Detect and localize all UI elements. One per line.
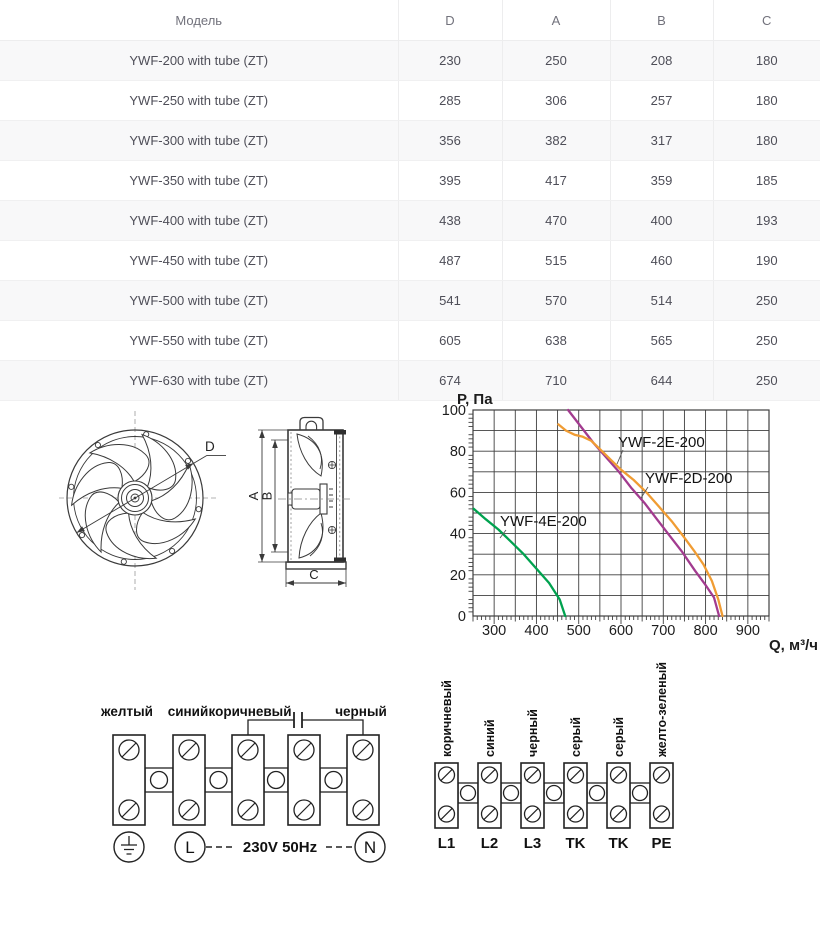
- bolt-hole: [79, 533, 84, 538]
- value-cell: 438: [398, 201, 502, 241]
- terminal-strip: [113, 735, 379, 825]
- curve-label-leader: [617, 450, 623, 464]
- value-cell: 193: [713, 201, 820, 241]
- x-tick-labels: [482, 623, 760, 639]
- model-cell: YWF-250 with tube (ZT): [0, 81, 398, 121]
- value-cell: 710: [502, 361, 610, 401]
- y-tick-label: 0: [457, 609, 466, 625]
- x-tick-label: 900: [735, 623, 760, 639]
- model-cell: YWF-500 with tube (ZT): [0, 281, 398, 321]
- link-hole: [325, 772, 342, 789]
- wire-color-label: синий: [167, 704, 209, 719]
- column-header-c: C: [713, 0, 820, 41]
- value-cell: 570: [502, 281, 610, 321]
- model-cell: YWF-300 with tube (ZT): [0, 121, 398, 161]
- value-cell: 395: [398, 161, 502, 201]
- y-tick-label: 40: [449, 526, 466, 543]
- wire-color-label: желто-зеленый: [655, 662, 669, 757]
- table-row: [0, 281, 820, 321]
- model-cell: YWF-550 with tube (ZT): [0, 321, 398, 361]
- bolt-hole: [170, 548, 175, 553]
- flange-tab-top: [334, 430, 346, 435]
- value-cell: 250: [713, 281, 820, 321]
- bolt-hole: [196, 507, 201, 512]
- wire-color-label: серый: [569, 717, 583, 757]
- wire-color-label: синий: [483, 719, 497, 757]
- table-row: [0, 161, 820, 201]
- link-hole: [151, 772, 168, 789]
- value-cell: 460: [610, 241, 713, 281]
- x-tick-label: 700: [651, 623, 676, 639]
- bolt-hole: [121, 559, 126, 564]
- terminal-name-label: TK: [608, 835, 629, 852]
- link-hole: [590, 786, 605, 801]
- value-cell: 190: [713, 241, 820, 281]
- column-header-a: A: [502, 0, 610, 41]
- value-cell: 515: [502, 241, 610, 281]
- dim-c-label: C: [309, 567, 319, 582]
- value-cell: 644: [610, 361, 713, 401]
- bolt-hole: [69, 484, 74, 489]
- value-cell: 285: [398, 81, 502, 121]
- value-cell: 257: [610, 81, 713, 121]
- value-cell: 250: [502, 41, 610, 81]
- value-cell: 417: [502, 161, 610, 201]
- link-hole: [461, 786, 476, 801]
- table-row: [0, 41, 820, 81]
- value-cell: 487: [398, 241, 502, 281]
- table-row: [0, 241, 820, 281]
- value-cell: 605: [398, 321, 502, 361]
- blade-bottom: [299, 513, 323, 558]
- dim-d-label: D: [205, 439, 215, 454]
- terminal-strip: [435, 763, 673, 828]
- terminal-name-label: L3: [523, 835, 542, 852]
- value-cell: 638: [502, 321, 610, 361]
- x-tick-label: 500: [566, 623, 591, 639]
- header-row: [0, 0, 820, 41]
- spec-table: [0, 0, 820, 401]
- x-axis-title: Q, м³/ч: [769, 637, 818, 654]
- x-tick-label: 300: [482, 623, 507, 639]
- x-tick-label: 800: [693, 623, 718, 639]
- column-header-d: D: [398, 0, 502, 41]
- dim-a-label: A: [246, 491, 261, 501]
- terminal-name-label: L1: [437, 835, 456, 852]
- value-cell: 230: [398, 41, 502, 81]
- model-cell: YWF-200 with tube (ZT): [0, 41, 398, 81]
- link-hole: [633, 786, 648, 801]
- value-cell: 356: [398, 121, 502, 161]
- model-cell: YWF-450 with tube (ZT): [0, 241, 398, 281]
- value-cell: 317: [610, 121, 713, 161]
- value-cell: 382: [502, 121, 610, 161]
- spec-table-body: [0, 41, 820, 401]
- fan-side-view-drawing: [248, 405, 360, 593]
- link-hole: [547, 786, 562, 801]
- column-header-b: B: [610, 0, 713, 41]
- link-hole: [210, 772, 227, 789]
- x-tick-label: 400: [524, 623, 549, 639]
- value-cell: 514: [610, 281, 713, 321]
- table-row: [0, 201, 820, 241]
- curve-label: YWF-4E-200: [500, 513, 587, 530]
- dimension-c: [286, 567, 346, 587]
- value-cell: 470: [502, 201, 610, 241]
- y-tick-labels: [442, 403, 466, 625]
- wire-color-label: коричневый: [440, 680, 454, 757]
- value-cell: 180: [713, 41, 820, 81]
- value-cell: 565: [610, 321, 713, 361]
- table-row: [0, 321, 820, 361]
- value-cell: 359: [610, 161, 713, 201]
- model-cell: YWF-630 with tube (ZT): [0, 361, 398, 401]
- wire-color-label: желтый: [101, 704, 153, 719]
- y-axis-title: P, Па: [457, 391, 493, 408]
- y-tick-label: 80: [449, 444, 466, 461]
- mounting-bracket-hole: [306, 421, 317, 430]
- table-row: [0, 121, 820, 161]
- table-row: [0, 81, 820, 121]
- performance-chart: [430, 385, 820, 665]
- model-cell: YWF-350 with tube (ZT): [0, 161, 398, 201]
- mounting-bracket: [300, 418, 323, 431]
- dimension-b: [260, 440, 289, 552]
- curve-label: YWF-2D-200: [645, 470, 733, 487]
- value-cell: 250: [713, 361, 820, 401]
- value-cell: 541: [398, 281, 502, 321]
- value-cell: 250: [713, 321, 820, 361]
- y-tick-label: 20: [449, 567, 466, 584]
- value-cell: 208: [610, 41, 713, 81]
- link-hole: [504, 786, 519, 801]
- wire-color-label: коричневый: [208, 704, 292, 719]
- bolt-hole: [185, 458, 190, 463]
- terminal-name-label: PE: [651, 835, 672, 852]
- terminal-name-label: TK: [565, 835, 586, 852]
- value-cell: 306: [502, 81, 610, 121]
- value-cell: 400: [610, 201, 713, 241]
- fan-front-view-drawing: [55, 398, 240, 608]
- y-tick-label: 60: [449, 485, 466, 502]
- model-cell: YWF-400 with tube (ZT): [0, 201, 398, 241]
- spec-table-header: [0, 0, 820, 41]
- wire-color-label: серый: [612, 717, 626, 757]
- value-cell: 180: [713, 121, 820, 161]
- curve-label: YWF-2E-200: [618, 434, 705, 451]
- column-header-model: Модель: [0, 0, 398, 41]
- line-label: L: [185, 838, 195, 857]
- x-tick-label: 600: [608, 623, 634, 639]
- wire-color-label: черный: [335, 704, 387, 719]
- y-tick-label: 100: [441, 403, 466, 419]
- value-cell: 180: [713, 81, 820, 121]
- wiring-diagram-single-phase: [80, 688, 410, 880]
- dim-b-label: B: [259, 491, 275, 501]
- wiring-diagram-three-phase: [425, 662, 715, 862]
- value-cell: 185: [713, 161, 820, 201]
- link-hole: [268, 772, 285, 789]
- bolt-hole: [95, 442, 100, 447]
- wire-color-label: черный: [526, 709, 540, 757]
- value-cell: 674: [398, 361, 502, 401]
- terminal-name-label: L2: [480, 835, 499, 852]
- neutral-label: N: [363, 838, 377, 857]
- blade-top: [297, 434, 322, 476]
- power-rating-label: 230V 50Hz: [242, 839, 318, 856]
